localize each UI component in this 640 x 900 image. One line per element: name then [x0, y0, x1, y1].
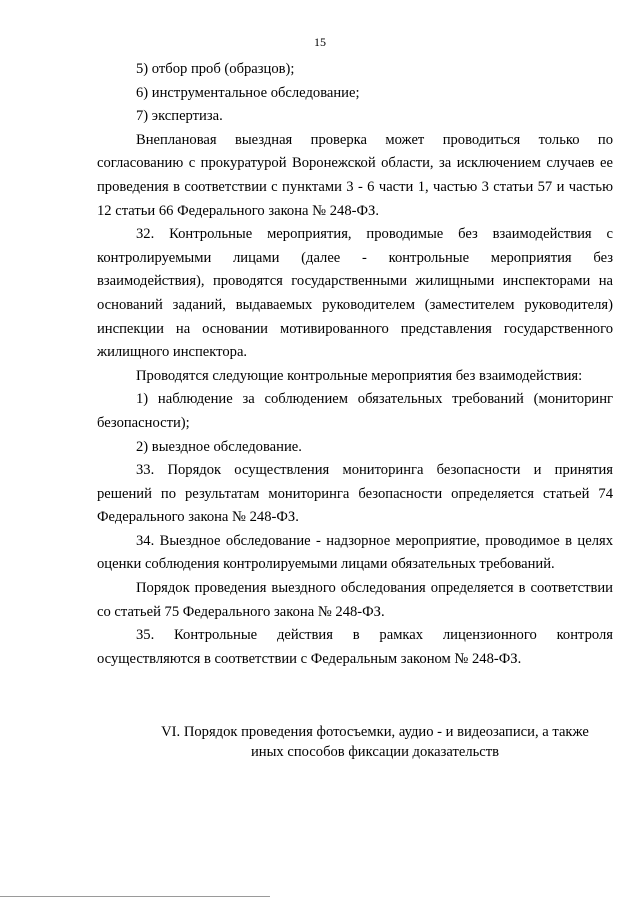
list-item-instrumental-survey: 6) инструментальное обследование; [136, 84, 360, 101]
list-item-monitoring: 1) наблюдение за соблюдением обязательных требований (мониторинг безопасности); [97, 391, 613, 431]
section-heading-line-1: VI. Порядок проведения фотосъемки, аудио - и видеозаписи, а также [161, 724, 589, 740]
paragraph-33: 33. Порядок осуществления мониторинга безопасности и принятия решений по результатам мониторинга безопасности определяется статьей 74 Федерального закона № 248-ФЗ. [97, 462, 613, 526]
paragraph-35: 35. Контрольные действия в рамках лицензионного контроля осуществляются в соответствии с Федеральным законом № 248-ФЗ. [97, 627, 613, 667]
footer-divider [0, 896, 270, 897]
document-body [97, 58, 613, 671]
section-heading-line-2: иных способов фиксации доказательств [250, 744, 500, 760]
list-item-expertise: 7) экспертиза. [136, 108, 223, 125]
list-item-field-survey: 2) выездное обследование. [136, 438, 302, 455]
list-item-sample-taking: 5) отбор проб (образцов); [136, 61, 295, 77]
paragraph-measures-without-interaction: Проводятся следующие контрольные мероприятия без взаимодействия: [136, 367, 583, 384]
paragraph-unscheduled-inspection: Внеплановая выездная проверка может проводиться только по согласованию с прокуратурой Воронежской области, за исключением случаев ее проведения в соответствии с пунктами 3 - 6 части 1, частью 3 статьи 57 и частью 12 статьи 66 Федерального закона № 248-ФЗ. [97, 131, 613, 219]
page-number: 15 [314, 35, 326, 49]
paragraph-field-survey-procedure: Порядок проведения выездного обследования определяется в соответствии со статьей 75 Федерального закона № 248-ФЗ. [97, 580, 613, 620]
section-heading [140, 722, 610, 762]
paragraph-32: 32. Контрольные мероприятия, проводимые без взаимодействия с контролируемыми лицами (далее - контрольные мероприятия без взаимодействия), проводятся государственными жилищными инспекторами на оснований заданий, выдаваемых руководителем (заместителем руководителя) инспекции на основании мотивированного представления государственного жилищного инспектора. [97, 226, 613, 361]
paragraph-34: 34. Выездное обследование - надзорное мероприятие, проводимое в целях оценки соблюдения контролируемыми лицами обязательных требований. [97, 532, 613, 573]
